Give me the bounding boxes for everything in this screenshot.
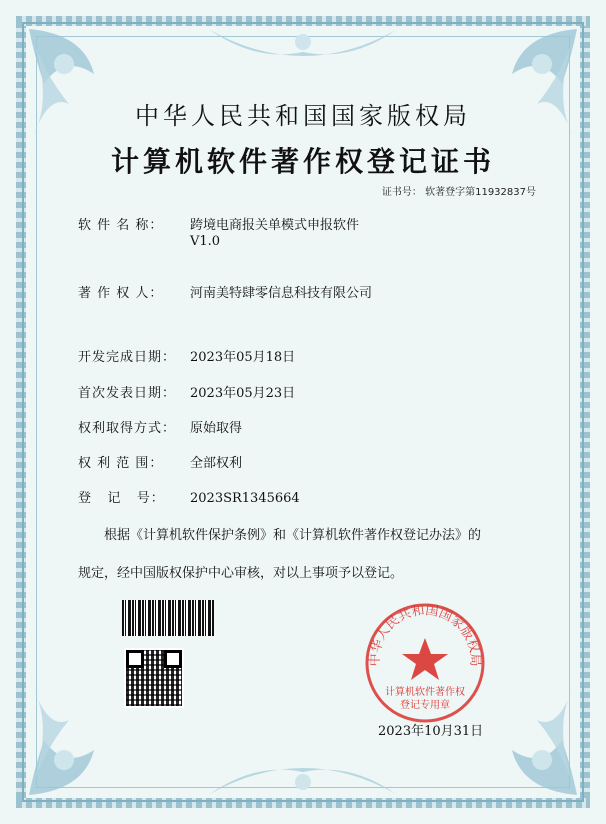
- issuing-authority: 中华人民共和国国家版权局: [135, 102, 471, 130]
- software-name-label: 软 件 名 称：: [78, 218, 164, 233]
- software-name-value: 跨境电商报关单模式申报软件: [190, 218, 360, 233]
- qr-code-icon: [124, 648, 184, 708]
- dev-date-value: 2023年05月18日: [190, 350, 296, 365]
- acquire-label: 权利取得方式：: [78, 421, 177, 436]
- certificate-number-value: 软著登字第11932837号: [425, 187, 536, 198]
- certificate-number-label: 证书号：: [381, 187, 422, 198]
- barcode-icon: [122, 600, 214, 636]
- owner-row: [78, 282, 372, 301]
- scope-label: 权 利 范 围：: [78, 456, 164, 471]
- software-name-row: [78, 214, 359, 233]
- top-ornament-icon: [200, 22, 406, 82]
- dev-date-label: 开发完成日期：: [78, 350, 177, 365]
- statement-line-1: 根据《计算机软件保护条例》和《计算机软件著作权登记办法》的: [104, 528, 482, 543]
- software-version-value: V1.0: [190, 234, 221, 249]
- issue-date: 2023年10月31日: [378, 724, 484, 739]
- certificate-number: [382, 183, 536, 198]
- software-version-row: [78, 234, 220, 249]
- acquire-value: 原始取得: [190, 421, 243, 436]
- acquire-row: [78, 417, 242, 436]
- seal-star-icon: [402, 638, 448, 680]
- reg-no-row: [78, 487, 300, 506]
- publish-date-value: 2023年05月23日: [190, 386, 296, 401]
- statement-line-2: 规定，经中国版权保护中心审核，对以上事项予以登记。: [78, 566, 404, 581]
- owner-label: 著 作 权 人：: [78, 286, 164, 301]
- dev-date-row: [78, 346, 295, 365]
- seal-inner-line-1: 计算机软件著作权: [385, 687, 465, 698]
- seal-ring-text: 中华人民共和国国家版权局: [367, 603, 483, 667]
- official-seal: [362, 600, 488, 726]
- seal-inner-line-2: 登记专用章: [400, 700, 450, 711]
- publish-date-row: [78, 382, 295, 401]
- reg-no-label: 登 记 号：: [78, 491, 165, 506]
- scope-row: [78, 452, 242, 471]
- publish-date-label: 首次发表日期：: [78, 386, 177, 401]
- reg-no-value: 2023SR1345664: [190, 491, 300, 506]
- scope-value: 全部权利: [190, 456, 243, 471]
- bottom-ornament-icon: [200, 742, 406, 802]
- certificate-title: 计算机软件著作权登记证书: [110, 145, 495, 178]
- owner-value: 河南美特肆零信息科技有限公司: [190, 286, 373, 301]
